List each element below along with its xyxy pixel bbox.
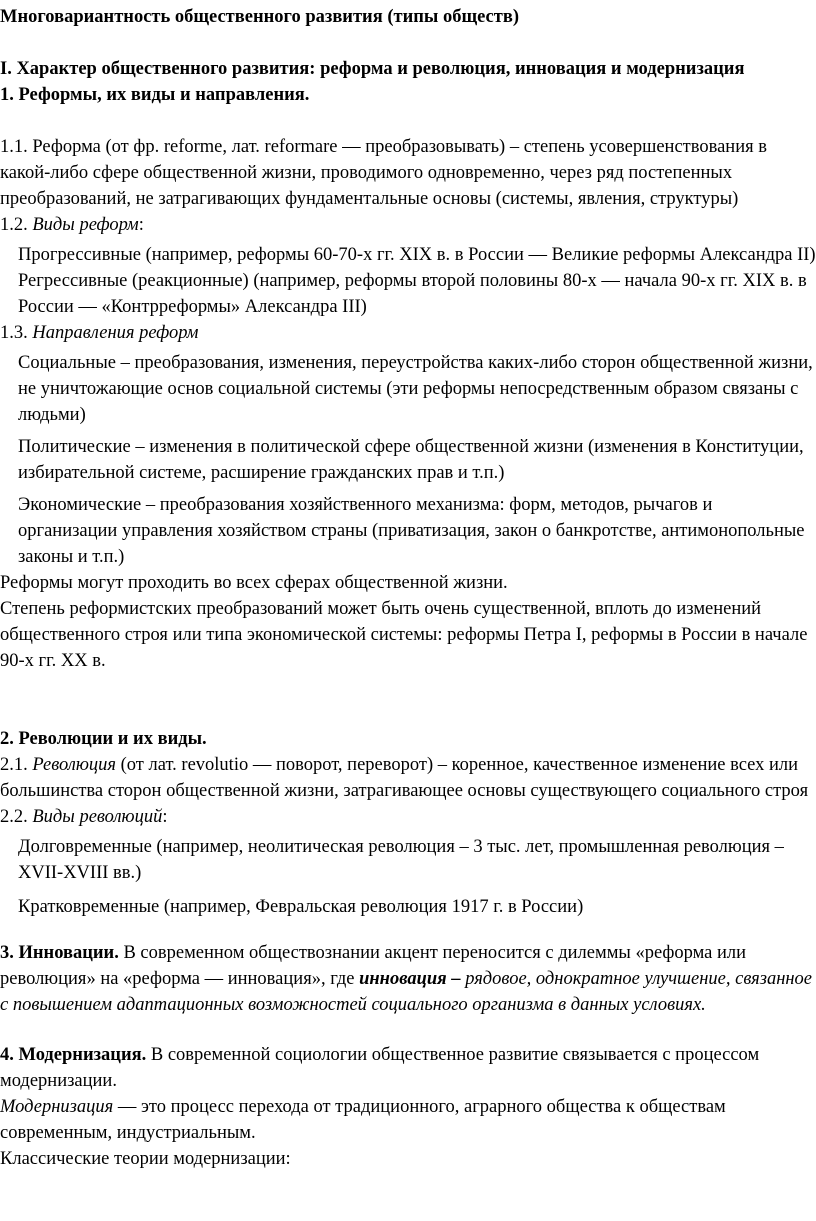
modernization-term: Модернизация: [0, 1097, 114, 1117]
reform-directions-list: [0, 350, 816, 570]
section3-text: В современном обществознании акцент переносится с дилеммы «реформа или революция» на «реформа — инновация», где: [0, 943, 747, 989]
spacer: [0, 30, 816, 56]
spacer: [0, 700, 816, 726]
reform-types-list: [0, 242, 816, 320]
section1-subheading: 1. Реформы, их виды и направления.: [0, 85, 310, 105]
spacer: [0, 674, 816, 700]
reform-type-item: Прогрессивные (например, реформы 60-70-х гг. XIX в. в России — Великие реформы Александра II): [18, 245, 816, 265]
p21-text: (от лат. revolutio — поворот, переворот) – коренное, качественное изменение всех или большинства сторон общественной жизни, затрагивающее основы существующего социального строя: [0, 755, 809, 801]
section4-heading: 4. Модернизация.: [0, 1045, 147, 1065]
spacer: [0, 108, 816, 134]
spacer: [0, 1018, 816, 1042]
p22-colon: :: [162, 807, 168, 827]
p12-colon: :: [138, 215, 144, 235]
modernization-definition: [0, 1094, 816, 1146]
document-title: Многовариантность общественного развития (типы обществ): [0, 7, 519, 27]
section4-text: В современной социологии общественное развитие связывается с процессом модернизации.: [0, 1045, 760, 1091]
innovation-term: инновация –: [359, 969, 466, 989]
section1-heading: I. Характер общественного развития: реформа и революция, инновация и модернизация: [0, 59, 745, 79]
section3-paragraph: [0, 940, 816, 1018]
p12-term: Виды реформ: [32, 215, 139, 235]
p21-term: Революция: [32, 755, 117, 775]
paragraph-spheres: Реформы могут проходить во всех сферах общественной жизни.: [0, 573, 508, 593]
paragraph-1-2: [0, 212, 816, 238]
revolution-type-item: Кратковременные (например, Февральская революция 1917 г. в России): [18, 897, 584, 917]
section2-heading: 2. Революции и их виды.: [0, 729, 207, 749]
direction-item: Экономические – преобразования хозяйственного механизма: форм, методов, рычагов и организации управления хозяйством страны (приватизация, закон о банкротстве, антимонопольные законы и т.п.): [18, 495, 805, 567]
p22-term: Виды революций: [32, 807, 163, 827]
p22-number: 2.2.: [0, 807, 33, 827]
paragraph-1-3: [0, 320, 816, 346]
reform-type-item: Регрессивные (реакционные) (например, реформы второй половины 80-х — начала 90-х гг. XIX в. в России — «Контрреформы» Александра III): [18, 271, 807, 317]
paragraph-1-1: 1.1. Реформа (от фр. reforme, лат. reformare — преобразовывать) – степень усовершенствования в какой-либо сфере общественной жизни, проводимого одновременно, через ряд постепенных преобразований, не затрагивающих фундаментальные основы (системы, явления, структуры): [0, 137, 767, 209]
direction-item: Социальные – преобразования, изменения, переустройства каких-либо сторон общественной жизни, не уничтожающие основ социальной системы (эти реформы непосредственным образом связаны с людьми): [18, 353, 813, 425]
modernization-text: — это процесс перехода от традиционного, аграрного общества к обществам современным, индустриальным.: [0, 1097, 726, 1143]
section3-heading: 3. Инновации.: [0, 943, 119, 963]
revolution-types-list: [0, 834, 816, 920]
p21-number: 2.1.: [0, 755, 33, 775]
innovation-definition: рядовое, однократное улучшение, связанное с повышением адаптационных возможностей социального организма в данных условиях.: [0, 969, 813, 1015]
p12-number: 1.2.: [0, 215, 33, 235]
direction-item: Политические – изменения в политической сфере общественной жизни (изменения в Конституции, избирательной системе, расширение гражданских прав и т.п.): [18, 437, 804, 483]
paragraph-2-2: [0, 804, 816, 830]
spacer: [0, 920, 816, 940]
paragraph-2-1: [0, 752, 816, 804]
p13-term: Направления реформ: [32, 323, 199, 343]
p13-number: 1.3.: [0, 323, 33, 343]
classic-theories: Классические теории модернизации:: [0, 1149, 291, 1169]
paragraph-degree: Степень реформистских преобразований может быть очень существенной, вплоть до изменений общественного строя или типа экономической системы: реформы Петра I, реформы в России в начале 90-х гг. XX в.: [0, 599, 808, 671]
section4-paragraph: [0, 1042, 816, 1094]
revolution-type-item: Долговременные (например, неолитическая революция – 3 тыс. лет, промышленная революция – XVII-XVIII вв.): [18, 837, 784, 883]
